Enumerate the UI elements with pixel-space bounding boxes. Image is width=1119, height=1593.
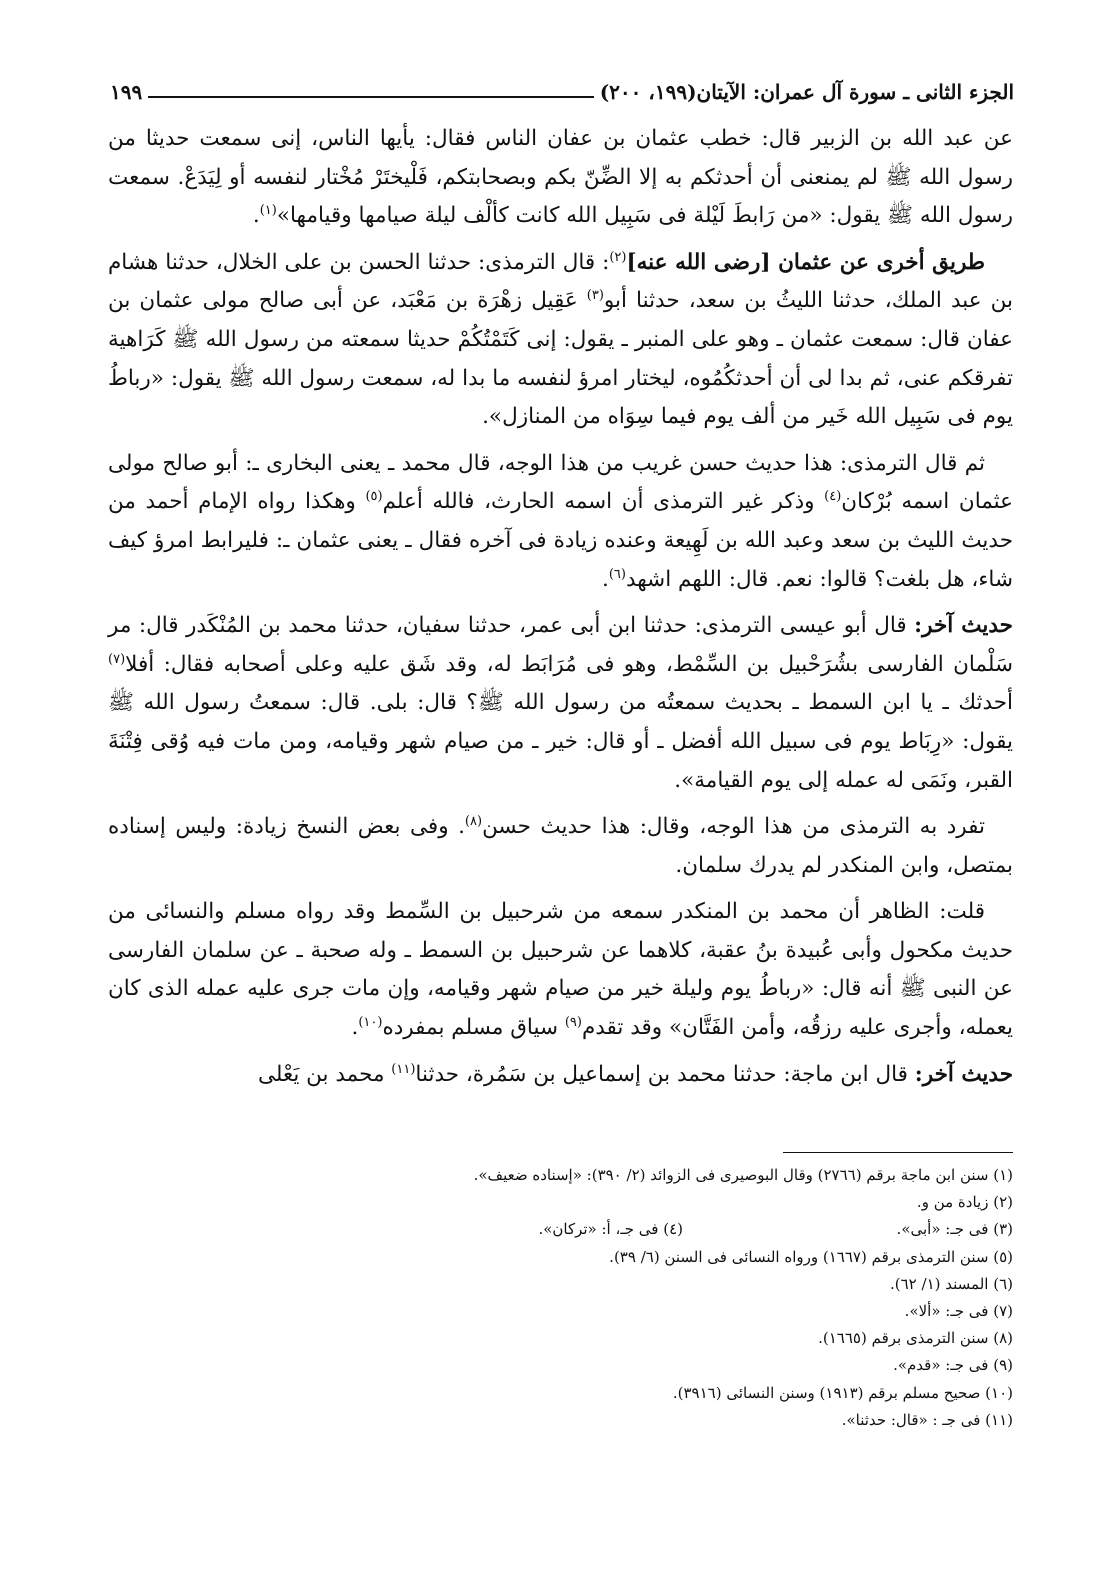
paragraph-text: عن عبد الله بن الزبير قال: خطب عثمان بن عفان الناس فقال: يأيها الناس، إنى سمعت حديثا من رسول الله ﷺ لم يمنعنى أن أحدثكم به إلا الضِّنّ بكم وبصحابتكم، فَلْيختَرْ مُخْتار لنفسه أو لِيَدَعْ. سمعت رسول الله ﷺ يقول: «من رَابطَ لَيْلة فى سَبِيل الله كانت كألْف ليلة صيامها وقيامها» — [108, 126, 1013, 229]
running-head-title: الجزء الثانى ـ سورة آل عمران: الآيتان(١٩٩، ٢٠٠) — [599, 80, 1014, 104]
footnote-ref: (٧) — [108, 651, 126, 667]
footnote-4: (٤) فى جـ، أ: «تركان». — [538, 1220, 683, 1239]
paragraph-text: وذكر غير الترمذى أن اسمه الحارث، فالله أعلم — [382, 489, 825, 515]
paragraph-text: سياق مسلم بمفرده — [382, 1015, 565, 1041]
paragraph-text: قال أبو عيسى الترمذى: حدثنا ابن أبى عمر، حدثنا سفيان، حدثنا محمد بن المُنْكَدر قال: مر سَلْمان الفارسى بشُرَحْبيل بن السِّمْط، وهو فى مُرَابَط له، وقد شَق عليه وعلى أصحابه فقال: أفلا — [108, 613, 1013, 677]
footnote-1: (١) سنن ابن ماجة برقم (٢٧٦٦) وقال البوصيرى فى الزوائد (٢/ ٣٩٠): «إسناده ضعيف». — [473, 1166, 1013, 1184]
paragraph-4 — [108, 607, 1013, 800]
paragraph-7 — [108, 1056, 1013, 1095]
footnote-ref: (٩) — [564, 1014, 582, 1030]
section-lead: حديث آخر: — [914, 1061, 1013, 1087]
footnote-2: (٢) زيادة من و. — [916, 1193, 1013, 1212]
footnote-row — [108, 1216, 1013, 1243]
paragraph-text: قلت: الظاهر أن محمد بن المنكدر سمعه من شرحبيل بن السِّمط وقد رواه مسلم والنسائى من حديث مكحول وأبى عُبيدة بنُ عقبة، كلاهما عن شرحبيل بن السمط ـ وله صحبة ـ عن سلمان الفارسى عن النبى ﷺ أنه قال: «رباطُ يوم وليلة خير من صيام شهر وقيامه، وإن مات جرى عليه عمله الذى كان يعمله، وأجرى عليه رزقُه، وأمن الفَتَّان» وقد تقدم — [108, 899, 1013, 1041]
paragraph-1 — [108, 120, 1013, 236]
footnote-8: (٨) سنن الترمذى برقم (١٦٦٥). — [818, 1329, 1013, 1348]
paragraph-text: محمد بن يَعْلى — [257, 1061, 392, 1087]
running-head-rule — [148, 96, 593, 98]
paragraph-3 — [108, 445, 1013, 599]
paragraph-6 — [108, 893, 1013, 1047]
footnote-3: (٣) فى جـ: «أبى». — [896, 1220, 1013, 1239]
footnote-9: (٩) فى جـ: «قدم». — [893, 1356, 1013, 1375]
footnote-10: (١٠) صحيح مسلم برقم (١٩١٣) وسنن النسائى (٣٩١٦). — [672, 1383, 1013, 1402]
paragraph-text: . وفى بعض النسخ زيادة: وليس إسناده بمتصل، وابن المنكدر لم يدرك سلمان. — [108, 814, 1013, 878]
paragraph-2 — [108, 244, 1013, 437]
running-head — [110, 72, 1014, 108]
paragraph-text: عَقِيل زهْرَة بن مَعْبَد، عن أبى صالح مولى عثمان بن عفان قال: سمعت عثمان ـ وهو على المنبر ـ يقول: إنى كَتَمْتُكُمْ حديثا سمعته من رسول الله ﷺ كَرَاهية تفرقكم عنى، ثم بدا لى أن أحدثكُمُوه، ليختار امرؤ لنفسه ما بدا له، سمعت رسول الله ﷺ يقول: «رباطُ يوم فى سَبِيل الله خَير من ألف يوم فيما سِوَاه من المنازل». — [108, 288, 1013, 430]
paragraph-tail: . — [252, 203, 260, 229]
main-text — [108, 120, 1013, 1102]
paragraph-tail: . — [602, 566, 609, 592]
section-lead: حديث آخر: — [914, 613, 1013, 639]
footnote-ref: (١٠) — [358, 1014, 383, 1030]
footnote-ref: (٢) — [609, 249, 627, 265]
footnote-ref: (٥) — [365, 489, 383, 505]
footnote-ref: (٨) — [464, 813, 483, 829]
footnote-ref: (١١) — [391, 1061, 416, 1077]
paragraph-5 — [108, 808, 1013, 885]
footnotes — [108, 1162, 1013, 1434]
footnote-11: (١١) فى جـ : «قال: حدثنا». — [841, 1410, 1013, 1429]
paragraph-text: وهكذا رواه الإمام أحمد من حديث الليث بن سعد وعبد الله بن لَهِيعة وعنده زيادة فى آخره فقال ـ يعنى عثمان ـ: فليرابط امرؤ كيف شاء، هل بلغت؟ قالوا: نعم. قال: اللهم اشهد — [108, 489, 1013, 592]
footnote-ref: (٤) — [824, 489, 842, 505]
footnote-ref: (٦) — [608, 566, 626, 582]
footnote-6: (٦) المسند (١/ ٦٢). — [890, 1274, 1013, 1293]
footnote-7: (٧) فى جـ: «ألا». — [904, 1302, 1013, 1321]
footnote-ref: (٣) — [586, 288, 604, 304]
paragraph-text: أحدثك ـ يا ابن السمط ـ بحديث سمعتُه من رسول الله ﷺ؟ قال: بلى. قال: سمعتُ رسول الله ﷺ يقول: «رِبَاط يوم فى سبيل الله أفضل ـ أو قال: خير ـ من صيام شهر وقيامه، ومن مات فيه وُقى فِتْنَةَ القبر، ونَمَى له عمله إلى يوم القيامة». — [108, 690, 1013, 793]
paragraph-tail: . — [351, 1015, 359, 1041]
footnote-5: (٥) سنن الترمذى برقم (١٦٦٧) ورواه النسائى فى السنن (٦/ ٣٩). — [609, 1247, 1013, 1266]
paragraph-text: قال ابن ماجة: حدثنا محمد بن إسماعيل بن سَمُرة، حدثنا — [415, 1061, 915, 1087]
paragraph-text: : قال الترمذى: حدثنا الحسن بن على الخلال، حدثنا هشام بن عبد الملك، حدثنا الليثُ بن سعد، حدثنا أبو — [108, 249, 1013, 314]
footnote-divider — [783, 1152, 1013, 1153]
section-lead: طريق أخرى عن عثمان [رضى الله عنه] — [626, 249, 986, 275]
paragraph-text: تفرد به الترمذى من هذا الوجه، وقال: هذا حديث حسن — [482, 814, 985, 840]
paragraph-text: ثم قال الترمذى: هذا حديث حسن غريب من هذا الوجه، قال محمد ـ يعنى البخارى ـ: أبو صالح مولى عثمان اسمه بُرْكان — [108, 450, 1013, 515]
footnote-ref: (١) — [259, 203, 277, 219]
page-number: ١٩٩ — [110, 80, 143, 104]
